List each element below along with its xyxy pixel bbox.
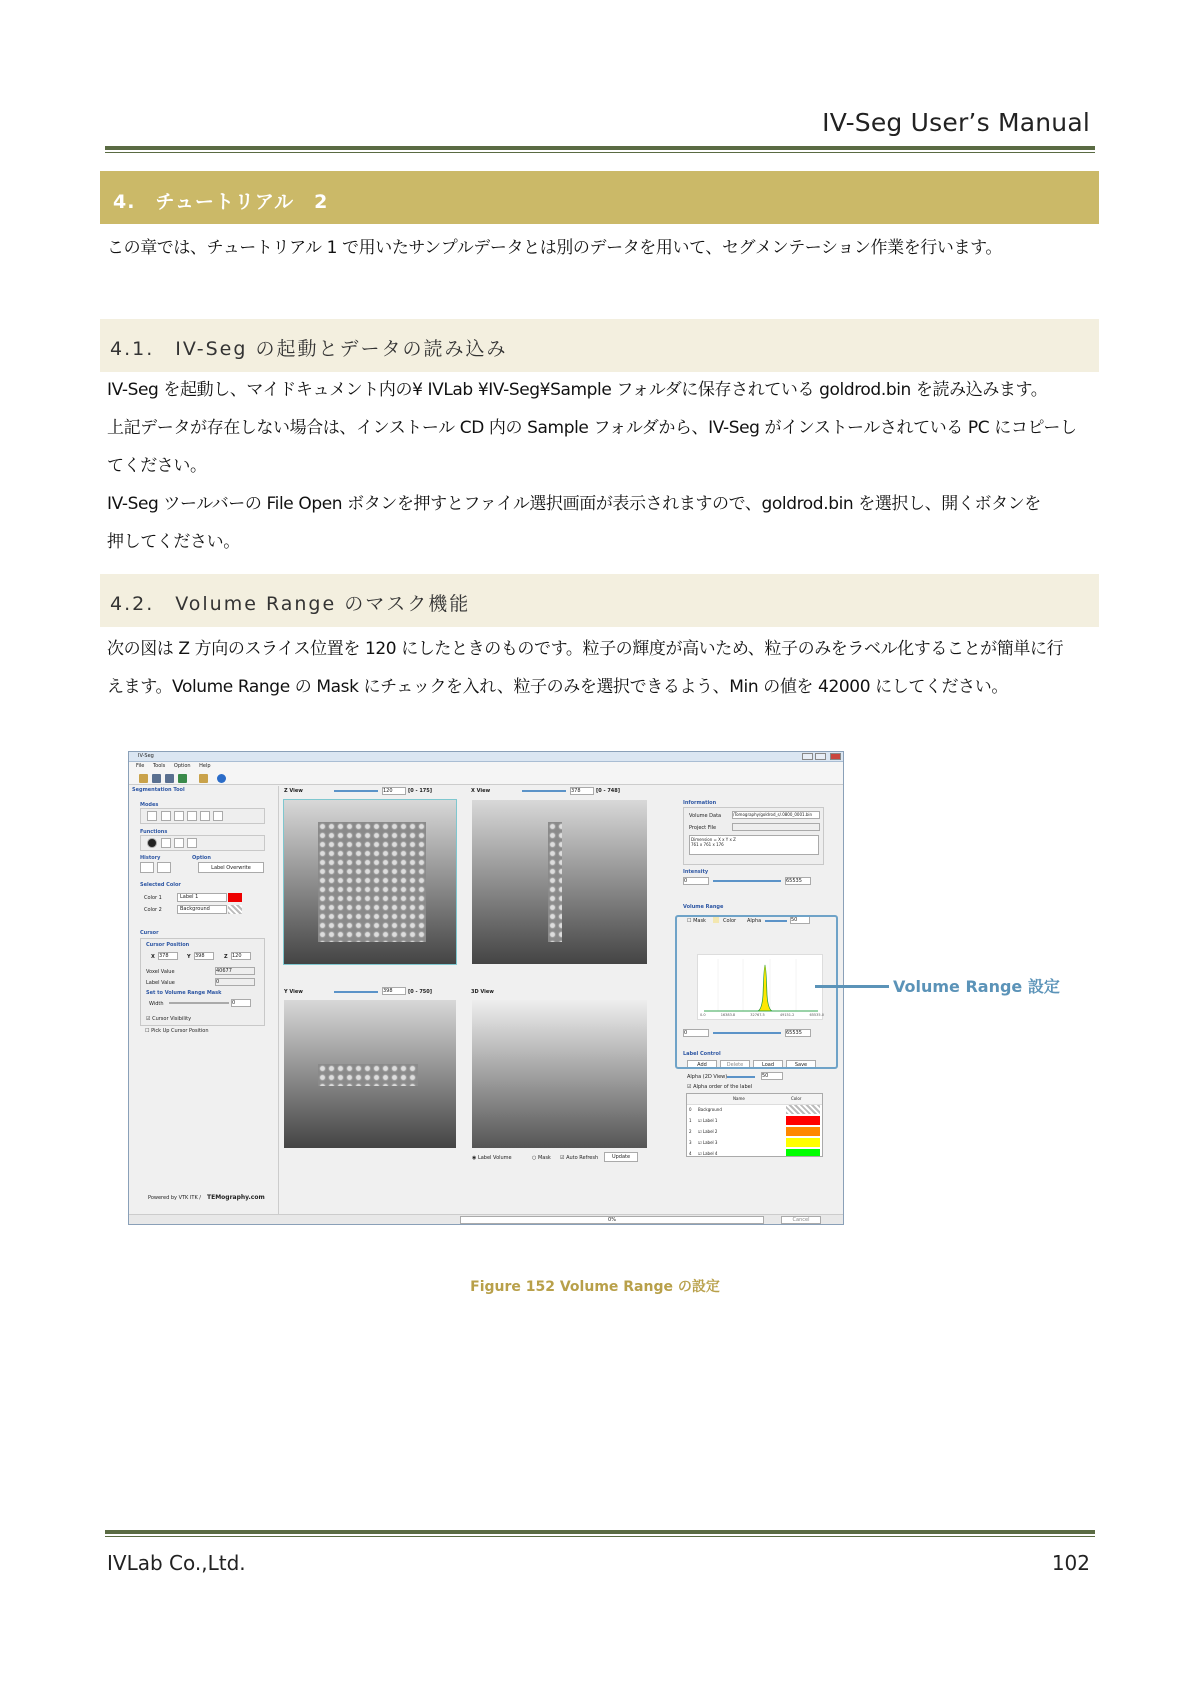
table-row[interactable] (687, 1126, 823, 1137)
redo-icon[interactable] (157, 862, 171, 873)
color1-select[interactable]: Label 1 (177, 893, 227, 902)
menu-file[interactable]: File (136, 763, 145, 769)
z-label: Z (224, 954, 228, 960)
z-input[interactable]: 120 (231, 952, 251, 960)
3d-view-image[interactable] (472, 1000, 647, 1148)
section-4-2-heading: 4.2. Volume Range のマスク機能 (100, 574, 1099, 627)
x-position-input[interactable]: 378 (570, 787, 594, 795)
window-title: IV-Seg (138, 753, 154, 759)
mask-radio[interactable]: ○ Mask (532, 1155, 551, 1161)
color2-select[interactable]: Background (177, 905, 227, 914)
section-4-1-line: IV-Seg ツールバーの File Open ボタンを押すとファイル選択画面が表示されますので、goldrod.bin を選択し、開くボタンを (107, 494, 1041, 514)
row-color-swatch (786, 1105, 820, 1114)
segmentation-tool-panel (130, 786, 279, 1214)
select-tool-icon[interactable] (147, 811, 157, 821)
menu-help[interactable]: Help (199, 763, 211, 769)
row-index: 0 (689, 1107, 692, 1112)
y-range: [0 - 750] (408, 989, 433, 995)
table-row[interactable] (687, 1104, 823, 1115)
row-color-swatch (786, 1116, 820, 1125)
row-index: 2 (689, 1129, 692, 1134)
open-folder-icon[interactable] (139, 774, 148, 783)
section-4-heading: 4. チュートリアル 2 (100, 171, 1099, 224)
z-view-label: Z View (284, 788, 303, 794)
modes-label: Modes (140, 802, 159, 808)
load-button[interactable]: Load (753, 1060, 783, 1069)
alpha-2d-input[interactable]: 50 (761, 1072, 783, 1080)
brand-logo: TEMography.com (207, 1194, 265, 1201)
footer-rule (105, 1530, 1095, 1537)
pickup-label: Pick Up Cursor Position (151, 1028, 209, 1034)
export-icon[interactable] (178, 774, 187, 783)
auto-refresh-checkbox[interactable]: ☑ Auto Refresh (560, 1155, 599, 1161)
alpha-order-text: Alpha order of the label (693, 1084, 753, 1090)
row-name-checked: ☑ Label 2 (698, 1129, 718, 1134)
callout-label: Volume Range 設定 (893, 977, 1060, 996)
manual-icon[interactable] (199, 774, 208, 783)
label-overwrite-button[interactable]: Label Overwrite (198, 862, 264, 873)
swap-icon[interactable] (161, 838, 171, 848)
views-area (282, 786, 654, 1214)
save-as-icon[interactable] (165, 774, 174, 783)
section-4-1-line: 押してください。 (107, 532, 240, 552)
row-name: Label 2 (702, 1129, 718, 1134)
option-label: Option (192, 855, 211, 861)
label-value-label: Label Value (146, 980, 175, 986)
add-button[interactable]: Add (687, 1060, 717, 1069)
project-file-label: Project File (689, 825, 717, 831)
voxel-value-label: Voxel Value (146, 969, 175, 975)
cancel-button[interactable]: Cancel (781, 1216, 821, 1224)
project-file-field (732, 823, 820, 831)
delete-button[interactable]: Delete (720, 1060, 750, 1069)
table-row[interactable] (687, 1137, 823, 1148)
x-input[interactable]: 378 (158, 952, 178, 960)
row-index: 4 (689, 1151, 692, 1156)
color1-label: Color 1 (144, 895, 162, 901)
vr-mask-text: Mask (693, 918, 706, 924)
dimension-label: Dimension = X x Y x Z (691, 837, 736, 842)
dimension-value: 761 x 761 x 176 (691, 842, 724, 847)
x-range: [0 - 748] (596, 788, 621, 794)
range-icon[interactable] (174, 838, 184, 848)
y-position-input[interactable]: 398 (382, 987, 406, 995)
menu-bar (129, 762, 843, 771)
figure-caption: Figure 152 Volume Range の設定 (470, 1279, 720, 1295)
minimize-icon[interactable] (802, 753, 813, 760)
rect-tool-icon[interactable] (200, 811, 210, 821)
z-position-input[interactable]: 120 (382, 787, 406, 795)
col-name-header: Name (733, 1096, 745, 1101)
undo-icon[interactable] (140, 862, 154, 873)
label-control-label: Label Control (683, 1051, 721, 1057)
section-4-2-line: えます。Volume Range の Mask にチェックを入れ、粒子のみを選択できるよう、Min の値を 42000 にしてください。 (107, 677, 1008, 697)
set-mask-label: Set to Volume Range Mask (146, 990, 222, 996)
row-name: Label 4 (702, 1151, 718, 1156)
functions-group (140, 835, 265, 851)
vr-max-input[interactable]: 65535 (785, 1029, 811, 1037)
panel-title: Segmentation Tool (132, 787, 185, 793)
volume-data-label: Volume Data (689, 813, 722, 819)
dimension-box (689, 835, 819, 855)
save-icon[interactable] (152, 774, 161, 783)
alpha-order-checkbox[interactable]: ☑ Alpha order of the label (687, 1084, 753, 1090)
auto-refresh-text: Auto Refresh (566, 1155, 599, 1161)
cursor-visibility-label: Cursor Visibility (152, 1016, 192, 1022)
recycle-icon[interactable] (213, 811, 223, 821)
history-label: History (140, 855, 161, 861)
grid-icon[interactable] (187, 838, 197, 848)
brush-tool-icon[interactable] (174, 811, 184, 821)
section-4-2-line: 次の図は Z 方向のスライス位置を 120 にしたときのものです。粒子の輝度が高いため、粒子のみをラベル化することが簡単に行 (107, 639, 1064, 659)
histogram-tick: 0.0 (700, 1013, 706, 1017)
mask-radio-text: Mask (537, 1155, 551, 1161)
information-group (683, 807, 824, 865)
row-name-checked: ☑ Label 1 (698, 1118, 718, 1123)
label-volume-radio[interactable]: ◉ Label Volume (472, 1155, 512, 1161)
app-screenshot (128, 751, 844, 1225)
z-slider[interactable] (334, 790, 378, 792)
update-button[interactable]: Update (604, 1152, 638, 1162)
color2-swatch (228, 905, 242, 914)
section-4-1-line: 上記データが存在しない場合は、インストール CD 内の Sample フォルダから、IV-Seg がインストールされている PC にコピーし (107, 418, 1077, 438)
status-bar (129, 1214, 843, 1225)
lasso-tool-icon[interactable] (161, 811, 171, 821)
toolbar (129, 771, 843, 785)
maximize-icon[interactable] (815, 753, 826, 760)
width-slider[interactable] (169, 1002, 229, 1004)
functions-label: Functions (140, 829, 168, 835)
y-label: Y (187, 954, 191, 960)
page-number: 102 (1051, 1551, 1090, 1575)
intensity-label: Intensity (683, 869, 709, 875)
table-row[interactable] (687, 1115, 823, 1126)
pen-tool-icon[interactable] (187, 811, 197, 821)
window-titlebar (129, 752, 843, 762)
row-color-swatch (786, 1138, 820, 1147)
width-label: Width (149, 1001, 164, 1007)
x-slider[interactable] (522, 790, 566, 792)
y-view-label: Y View (284, 989, 303, 995)
row-name-checked: ☑ Label 4 (698, 1151, 718, 1156)
y-view-image[interactable] (284, 1000, 456, 1148)
vr-mask-checkbox[interactable]: ☐ Mask (687, 918, 706, 924)
histogram-tick: 32767.5 (750, 1013, 765, 1017)
vr-color-label: Color (723, 918, 737, 924)
label-volume-text: Label Volume (477, 1155, 512, 1161)
x-label: X (151, 954, 155, 960)
z-slice-particles (318, 822, 426, 942)
row-color-swatch (786, 1149, 820, 1157)
fill-icon[interactable] (147, 838, 157, 848)
row-index: 3 (689, 1140, 692, 1145)
alpha-2d-label: Alpha (2D View) (687, 1074, 728, 1080)
3d-view-label: 3D View (471, 989, 494, 995)
label-value: 0 (215, 978, 255, 986)
z-view-image[interactable] (284, 800, 456, 964)
table-row[interactable] (687, 1148, 823, 1157)
callout-line (815, 985, 889, 988)
volume-range-highlight (675, 915, 838, 1069)
color2-label: Color 2 (144, 907, 162, 913)
x-view-label: X View (471, 788, 491, 794)
voxel-value: 40677 (215, 967, 255, 975)
section-4-1-line: IV-Seg を起動し、マイドキュメント内の¥ IVLab ¥IV-Seg¥Sample フォルダに保存されている goldrod.bin を読み込みます。 (107, 380, 1048, 400)
footer-company: IVLab Co.,Ltd. (107, 1551, 246, 1575)
vr-min-input[interactable]: 0 (683, 1029, 709, 1037)
alpha-2d-slider[interactable] (727, 1076, 755, 1078)
vr-alpha-label: Alpha (747, 918, 762, 924)
cursor-label: Cursor (140, 930, 159, 936)
close-icon[interactable] (830, 753, 841, 760)
information-label: Information (683, 800, 717, 806)
y-slice-particles (318, 1064, 418, 1086)
row-name: Label 3 (702, 1140, 718, 1145)
volume-range-label: Volume Range (683, 904, 724, 910)
histogram-tick: 49151.2 (779, 1013, 795, 1017)
header-rule (105, 146, 1095, 153)
intensity-max[interactable]: 65535 (785, 877, 811, 885)
width-input[interactable]: 0 (231, 999, 251, 1007)
section-4-intro: この章では、チュートリアル 1 で用いたサンプルデータとは別のデータを用いて、セグメンテーション作業を行います。 (107, 238, 1002, 258)
progress-bar: 0% (460, 1216, 764, 1224)
row-name-checked: ☑ Label 3 (698, 1140, 718, 1145)
row-name: Background (698, 1107, 722, 1112)
volume-data-path: /Tomography/goldrod_s/.0800_0001.bin (732, 811, 820, 819)
intensity-min[interactable]: 0 (683, 877, 709, 885)
cursor-position-label: Cursor Position (146, 942, 190, 948)
selected-color-label: Selected Color (140, 882, 181, 888)
col-color-header: Color (791, 1096, 802, 1101)
vr-alpha-input[interactable]: 50 (790, 916, 810, 924)
z-range: [0 - 175] (408, 788, 433, 794)
cursor-group (140, 938, 265, 1026)
info-icon[interactable] (217, 774, 226, 783)
powered-by: Powered by VTK ITK / (148, 1195, 201, 1201)
intensity-slider[interactable] (713, 880, 781, 882)
pickup-checkbox[interactable]: ☐ Pick Up Cursor Position (145, 1028, 209, 1034)
save-button[interactable]: Save (786, 1060, 816, 1069)
row-name: Label 1 (702, 1118, 718, 1123)
y-input[interactable]: 398 (194, 952, 214, 960)
y-slider[interactable] (334, 991, 378, 993)
x-view-image[interactable] (472, 800, 647, 964)
menu-option[interactable]: Option (173, 763, 191, 769)
row-index: 1 (689, 1118, 692, 1123)
section-4-1-heading: 4.1. IV-Seg の起動とデータの読み込み (100, 319, 1099, 372)
label-table (686, 1093, 823, 1157)
row-color-swatch (786, 1127, 820, 1136)
histogram-tick: 65535.0 (809, 1013, 824, 1017)
histogram-tick: 16383.8 (720, 1013, 736, 1017)
color1-swatch (228, 893, 242, 902)
modes-group (140, 808, 265, 824)
manual-title: IV-Seg User’s Manual (822, 108, 1090, 137)
cursor-visibility-checkbox[interactable]: ☑ Cursor Visibility (146, 1016, 192, 1022)
section-4-1-line: てください。 (107, 456, 207, 476)
x-slice-particles (548, 822, 562, 942)
menu-tools[interactable]: Tools (152, 763, 166, 769)
